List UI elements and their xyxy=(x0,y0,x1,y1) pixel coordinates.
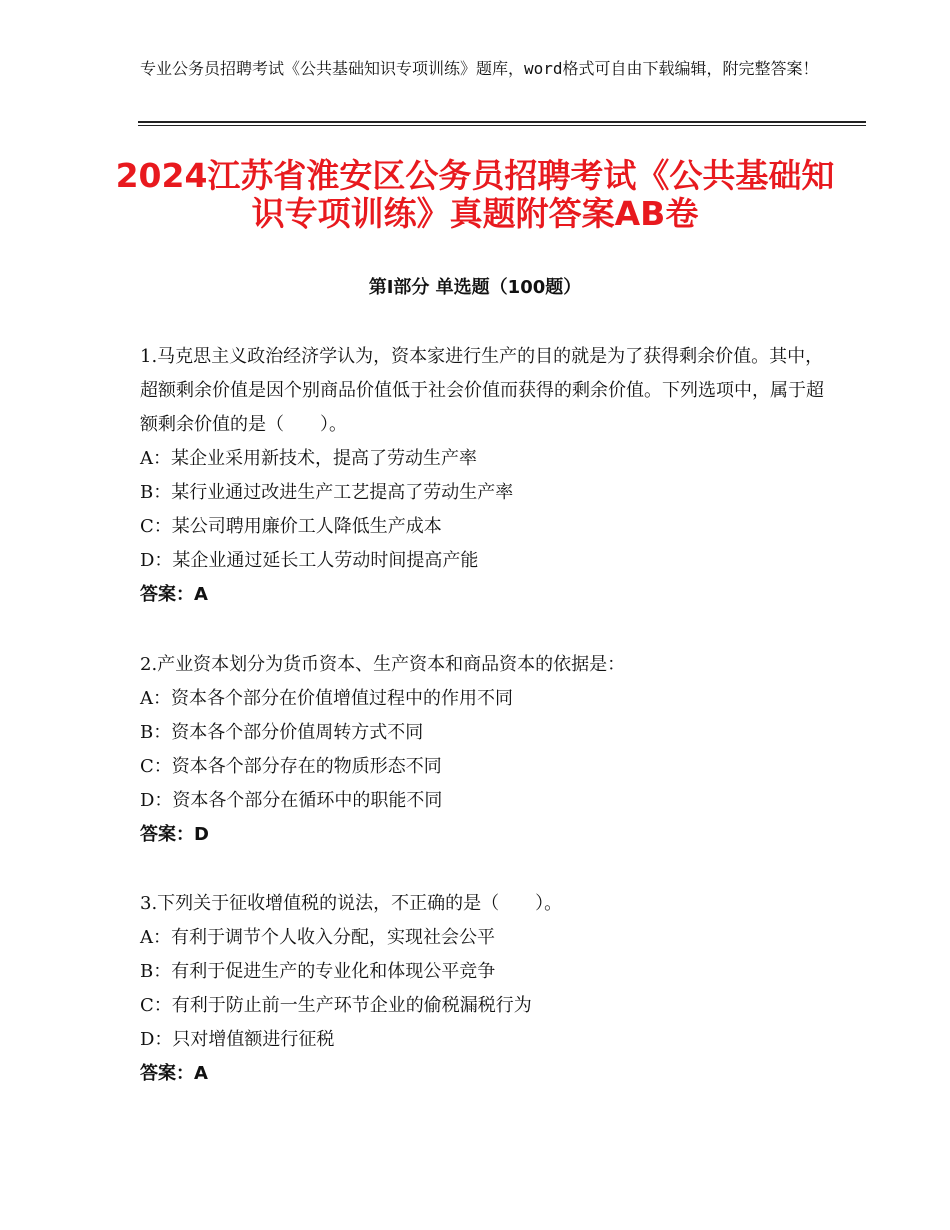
document-title: 2024江苏省淮安区公务员招聘考试《公共基础知识专项训练》真题附答案AB卷 xyxy=(115,156,835,233)
question-stem: 3.下列关于征收增值税的说法，不正确的是（ ）。 xyxy=(140,893,563,914)
option-c: C：资本各个部分存在的物质形态不同 xyxy=(140,756,442,777)
question-block xyxy=(140,648,840,852)
question-stem: 1.马克思主义政治经济学认为，资本家进行生产的目的就是为了获得剩余价值。其中，超额剩余价值是因个别商品价值低于社会价值而获得的剩余价值。下列选项中，属于超额剩余价值的是（ ）。 xyxy=(140,346,824,435)
option-d: D：只对增值额进行征税 xyxy=(140,1029,335,1050)
question-block xyxy=(140,340,840,612)
option-c: C：有利于防止前一生产环节企业的偷税漏税行为 xyxy=(140,995,532,1016)
option-a: A：资本各个部分在价值增值过程中的作用不同 xyxy=(140,688,513,709)
option-b: B：有利于促进生产的专业化和体现公平竞争 xyxy=(140,961,496,982)
option-b: B：某行业通过改进生产工艺提高了劳动生产率 xyxy=(140,482,514,503)
question-stem: 2.产业资本划分为货币资本、生产资本和商品资本的依据是： xyxy=(140,654,626,675)
answer-line: 答案：A xyxy=(140,584,208,605)
option-a: A：某企业采用新技术，提高了劳动生产率 xyxy=(140,448,477,469)
option-d: D：资本各个部分在循环中的职能不同 xyxy=(140,790,443,811)
answer-line: 答案：A xyxy=(140,1063,208,1084)
option-b: B：资本各个部分价值周转方式不同 xyxy=(140,722,424,743)
option-d: D：某企业通过延长工人劳动时间提高产能 xyxy=(140,550,479,571)
section-heading: 第Ⅰ部分 单选题（100题） xyxy=(368,277,582,298)
option-a: A：有利于调节个人收入分配，实现社会公平 xyxy=(140,927,495,948)
header-note: 专业公务员招聘考试《公共基础知识专项训练》题库，word格式可自由下载编辑，附完整答案！ xyxy=(140,59,819,78)
question-block xyxy=(140,887,840,1091)
header-divider xyxy=(138,121,866,123)
header-divider-thin xyxy=(138,125,866,126)
option-c: C：某公司聘用廉价工人降低生产成本 xyxy=(140,516,442,537)
answer-line: 答案：D xyxy=(140,824,209,845)
